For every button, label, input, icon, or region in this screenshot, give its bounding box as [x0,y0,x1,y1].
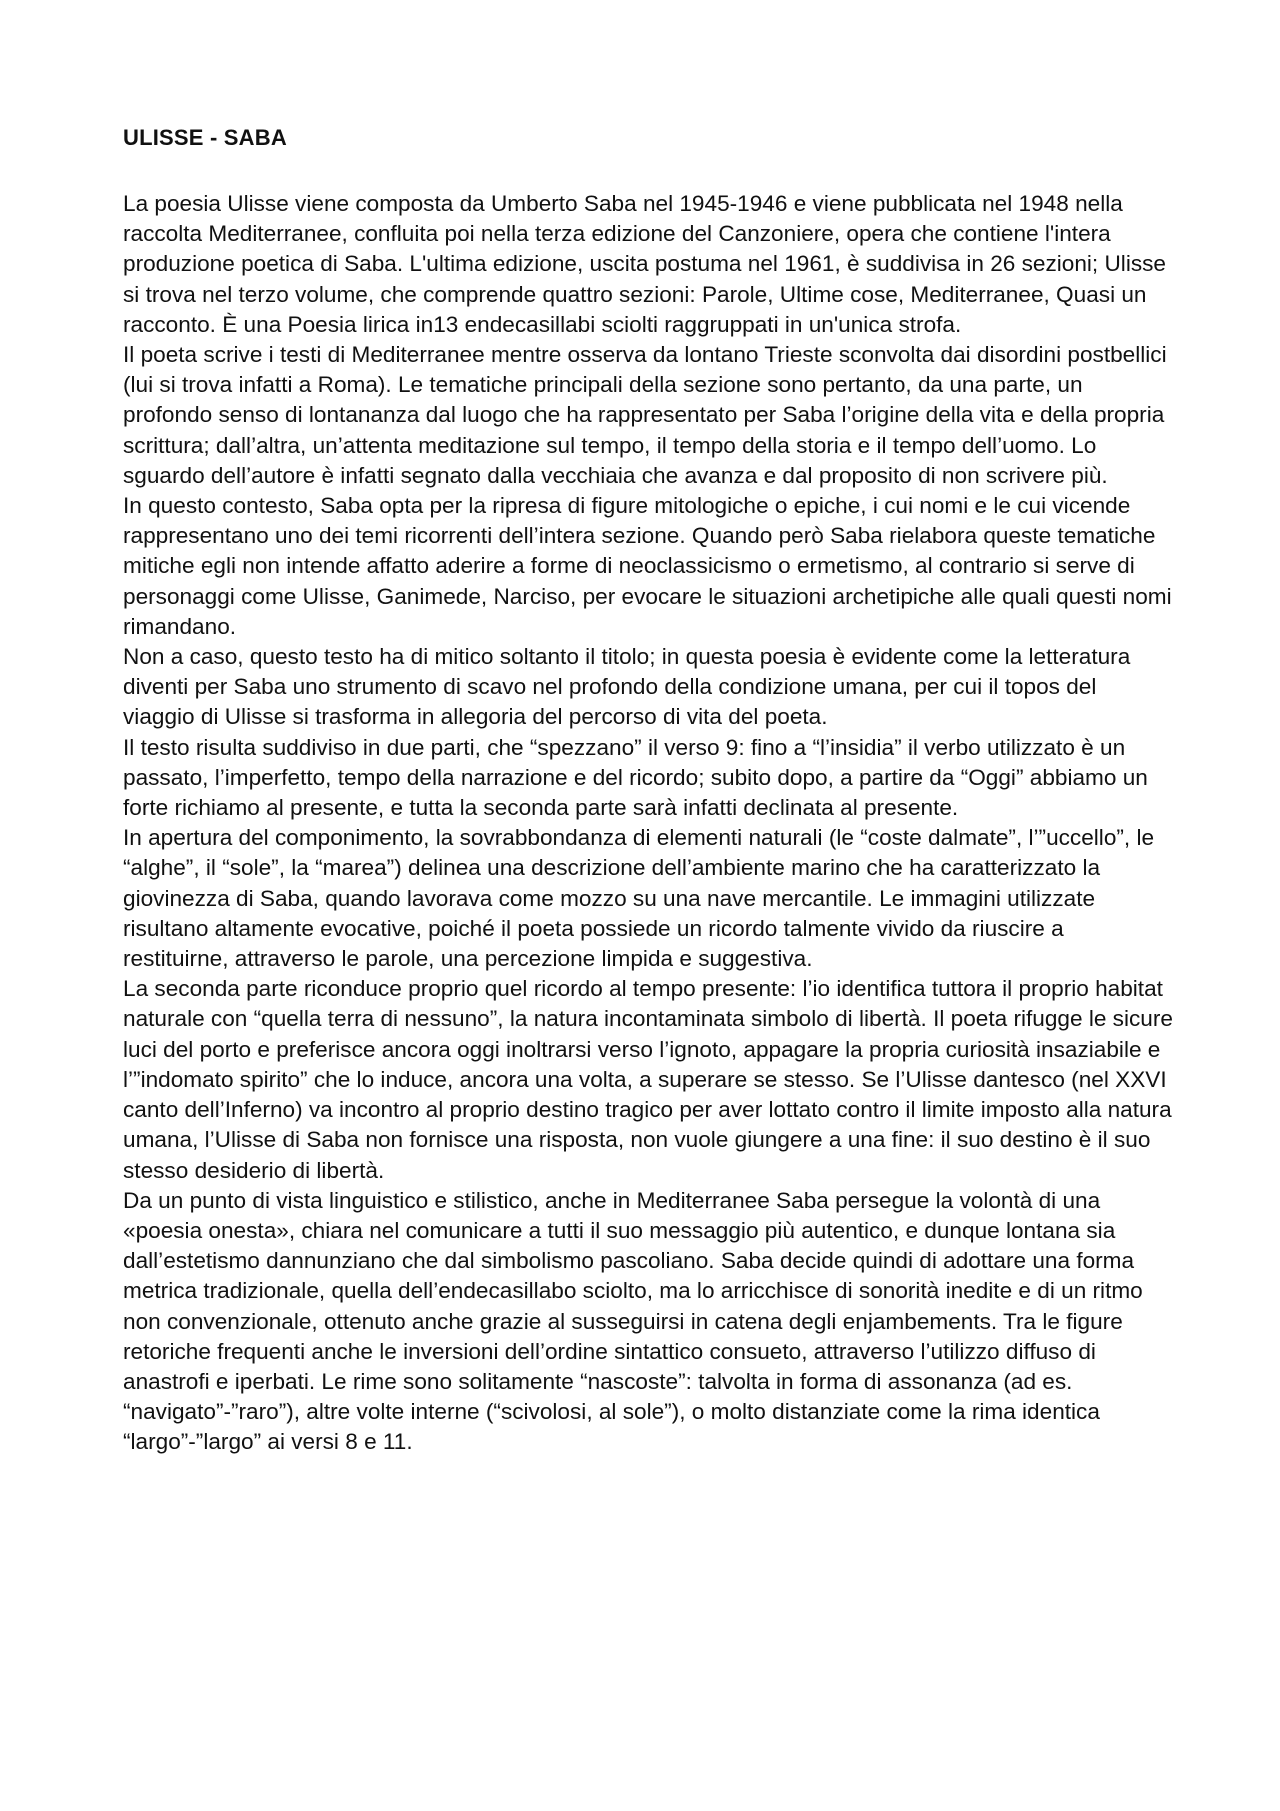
paragraph-structure: Il testo risulta suddiviso in due parti, che “spezzano” il verso 9: fino a “l’insidia” il verbo utilizzato è un passato, l’imperfetto, tempo della narrazione e del ricordo; subito dopo, a partire da “Oggi” abbiamo un forte richiamo al presente, e tutta la seconda parte sarà infatti declinata al presente. [123,734,1148,821]
document-title: ULISSE - SABA [123,125,287,150]
paragraph-intro: La poesia Ulisse viene composta da Umberto Saba nel 1945-1946 e viene pubblicata nel 1948 nella raccolta Mediterranee, confluita poi nella terza edizione del Canzoniere, opera che contiene l'intera produzione poetica di Saba. L'ultima edizione, uscita postuma nel 1961, è suddivisa in 26 sezioni; Ulisse si trova nel terzo volume, che comprende quattro sezioni: Parole, Ultime cose, Mediterranee, Quasi un racconto. È una Poesia lirica in13 endecasillabi sciolti raggruppati in un'unica strofa. [123,191,1166,337]
paragraph-allegory: Non a caso, questo testo ha di mitico soltanto il titolo; in questa poesia è evidente come la letteratura diventi per Saba uno strumento di scavo nel profondo della condizione umana, per cui il topos del viaggio di Ulisse si trasforma in allegoria del percorso di vita del poeta. [123,644,1131,730]
paragraph-opening: In apertura del componimento, la sovrabbondanza di elementi naturali (le “coste dalmate”, l’”uccello”, le “alghe”, il “sole”, la “marea”) delinea una descrizione dell’ambiente marino che ha caratterizzato la giovinezza di Saba, quando lavorava come mozzo su una nave mercantile. Le immagini utilizzate risultano altamente evocative, poiché il poeta possiede un ricordo talmente vivido da riuscire a restituirne, attraverso le parole, una percezione limpida e suggestiva. [123,825,1155,972]
paragraph-themes: Il poeta scrive i testi di Mediterranee mentre osserva da lontano Trieste sconvolta dai disordini postbellici (lui si trova infatti a Roma). Le tematiche principali della sezione sono pertanto, da una parte, un profondo senso di lontananza dal luogo che ha rappresentato per Saba l’origine della vita e della propria scrittura; dall’altra, un’attenta meditazione sul tempo, il tempo della storia e il tempo dell’uomo. Lo sguardo dell’autore è infatti segnato dalla vecchiaia che avanza e dal proposito di non scrivere più. [123,342,1167,488]
paragraph-second-part: La seconda parte riconduce proprio quel ricordo al tempo presente: l’io identifica tuttora il proprio habitat naturale con “quella terra di nessuno”, la natura incontaminata simbolo di libertà. Il poeta rifugge le sicure luci del porto e preferisce ancora oggi inoltrarsi verso l’ignoto, appagare la propria curiosità insaziabile e l’”indomato spirito” che lo induce, ancora una volta, a superare se stesso. Se l’Ulisse dantesco (nel XXVI canto dell’Inferno) va incontro al proprio destino tragico per aver lottato contro il limite imposto alla natura umana, l’Ulisse di Saba non fornisce una risposta, non vuole giungere a una fine: il suo destino è il suo stesso desiderio di libertà. [123,976,1173,1183]
paragraph-mythology: In questo contesto, Saba opta per la ripresa di figure mitologiche o epiche, i cui nomi e le cui vicende rappresentano uno dei temi ricorrenti dell’intera sezione. Quando però Saba rielabora queste tematiche mitiche egli non intende affatto aderire a forme di neoclassicismo o ermetismo, al contrario si serve di personaggi come Ulisse, Ganimede, Narciso, per evocare le situazioni archetipiche alle quali questi nomi rimandano. [123,493,1172,639]
document-body [123,123,1173,1458]
paragraph-style: Da un punto di vista linguistico e stilistico, anche in Mediterranee Saba persegue la volontà di una «poesia onesta», chiara nel comunicare a tutti il suo messaggio più autentico, e dunque lontana sia dall’estetismo dannunziano che dal simbolismo pascoliano. Saba decide quindi di adottare una forma metrica tradizionale, quella dell’endecasillabo sciolto, ma lo arricchisce di sonorità inedite e di un ritmo non convenzionale, ottenuto anche grazie al susseguirsi in catena degli enjambements. Tra le figure retoriche frequenti anche le inversioni dell’ordine sintattico consueto, attraverso l’utilizzo diffuso di anastrofi e iperbati. Le rime sono solitamente “nascoste”: talvolta in forma di assonanza (ad es. “navigato”-”raro”), altre volte interne (“scivolosi, al sole”), o molto distanziate come la rima identica “largo”-”largo” ai versi 8 e 11. [123,1187,1143,1455]
